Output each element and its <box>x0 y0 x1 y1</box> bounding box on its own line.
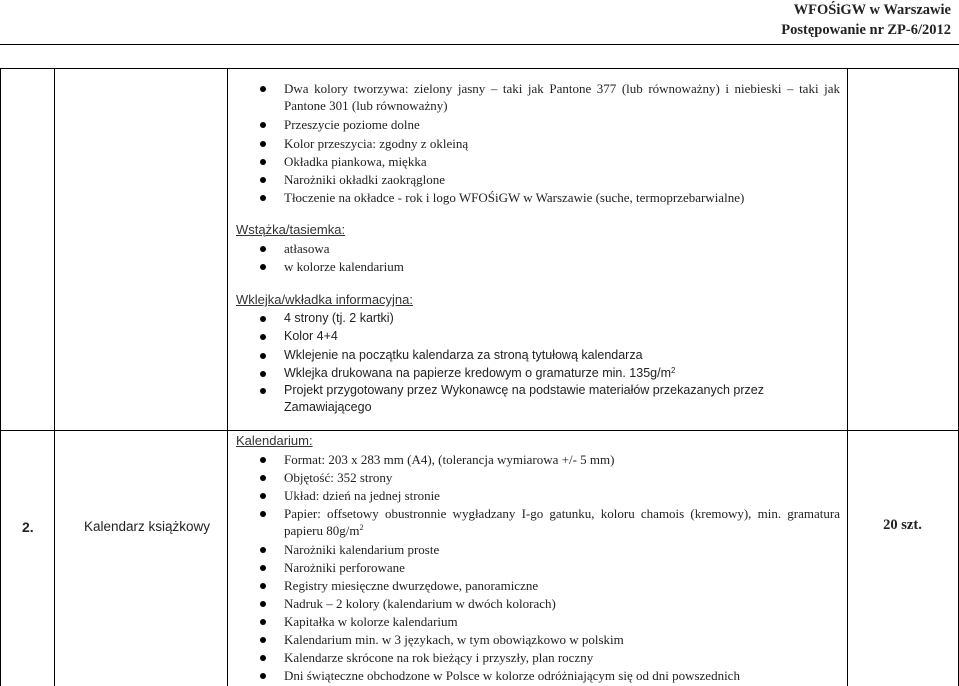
bullet-icon <box>260 673 266 679</box>
header-rule <box>0 44 959 45</box>
list-item-text: 4 strony (tj. 2 kartki) <box>284 311 394 325</box>
calendarium-title: Kalendarium: <box>236 433 313 448</box>
list-item-text: Nadruk – 2 kolory (kalendarium w dwóch kolorach) <box>284 596 556 611</box>
bullet-icon <box>260 655 266 661</box>
bullet-icon <box>260 457 266 463</box>
list-item-text: Przeszycie poziome dolne <box>284 117 420 132</box>
list-item-text: Kapitałka w kolorze kalendarium <box>284 614 458 629</box>
bullet-icon <box>260 511 266 517</box>
bullet-icon <box>260 159 266 165</box>
bullet-icon <box>260 246 266 252</box>
table-left-border <box>0 68 1 686</box>
list-item-text: w kolorze kalendarium <box>284 259 404 274</box>
insert-title: Wklejka/wkładka informacyjna: <box>236 292 414 307</box>
list-item-text: Kolor przeszycia: zgodny z okleiną <box>284 136 469 151</box>
list-item-text: Układ: dzień na jednej stronie <box>284 488 440 503</box>
list-item-text: atłasowa <box>284 241 330 256</box>
bullet-icon <box>260 619 266 625</box>
bullet-icon <box>260 195 266 201</box>
bullet-icon <box>260 371 266 377</box>
bullet-icon <box>260 122 266 128</box>
list-item-text: Dni świąteczne obchodzone w Polsce w kolorze odróżniającym się od dni powszednich <box>284 668 740 683</box>
list-item-text: Objętość: 352 strony <box>284 470 393 485</box>
row-number: 2. <box>22 519 34 535</box>
header-line-1: WFOŚiGW w Warszawie <box>793 2 951 18</box>
bullet-icon <box>260 353 266 359</box>
ribbon-title: Wstążka/tasiemka: <box>236 222 346 237</box>
bullet-icon <box>260 264 266 270</box>
list-item-text: Projekt przygotowany przez Wykonawcę na podstawie materiałów przekazanych przez Zamawiającego <box>284 383 764 414</box>
col-divider-3 <box>847 68 848 686</box>
list-item-text: Papier: offsetowy obustronnie wygładzany I-go gatunku, koloru chamois (kremowy), min. gramatura papieru $80g/m^2$ <box>284 506 840 538</box>
list-item-text: Format: 203 x 283 mm (A4), (tolerancja wymiarowa +/- 5 mm) <box>284 452 615 467</box>
bullet-icon <box>260 601 266 607</box>
superscript: 2 <box>670 366 676 375</box>
bullet-icon <box>260 583 266 589</box>
bullet-icon <box>260 475 266 481</box>
row-divider <box>0 430 959 431</box>
bullet-icon <box>260 141 266 147</box>
list-item-text: Kolor 4+4 <box>284 329 338 343</box>
bullet-icon <box>260 316 266 322</box>
item-name: Kalendarz książkowy <box>83 519 211 534</box>
bullet-icon <box>260 493 266 499</box>
bullet-icon <box>260 565 266 571</box>
col-divider-2 <box>227 68 228 686</box>
superscript: 2 <box>359 523 364 532</box>
table-top-border <box>0 68 959 69</box>
bullet-icon <box>260 637 266 643</box>
list-item-text: Narożniki okładki zaokrąglone <box>284 172 445 187</box>
bullet-icon <box>260 86 266 92</box>
item-quantity: 20 szt. <box>883 517 922 533</box>
bullet-icon <box>260 334 266 340</box>
list-item-text: Kalendarium min. w 3 językach, w tym obowiązkowo w polskim <box>284 632 624 647</box>
list-item-text: Wklejenie na początku kalendarza za stroną tytułową kalendarza <box>284 348 643 362</box>
list-item-text: Kalendarze skrócone na rok bieżący i przyszły, plan roczny <box>284 650 594 665</box>
col-divider-1 <box>54 68 55 686</box>
list-item-text: Narożniki perforowane <box>284 560 405 575</box>
bullet-icon <box>260 547 266 553</box>
list-item-text: Narożniki kalendarium proste <box>284 542 440 557</box>
bullet-icon <box>260 388 266 394</box>
list-item-text: Okładka piankowa, miękka <box>284 154 427 169</box>
bullet-icon <box>260 177 266 183</box>
list-item-text: Wklejka drukowana na papierze kredowym o gramaturze min. $135g/m^2$ <box>284 366 676 380</box>
header-line-2: Postępowanie nr ZP-6/2012 <box>781 22 951 38</box>
document-header <box>781 0 951 40</box>
list-item-text: Tłoczenie na okładce - rok i logo WFOŚiGW w Warszawie (suche, termoprzebarwialne) <box>284 190 745 205</box>
list-item-text: Dwa kolory tworzywa: zielony jasny – taki jak Pantone 377 (lub równoważny) i niebieski – taki jak Pantone 301 (lub równoważny) <box>284 81 840 113</box>
list-item-text: Registry miesięczne dwurzędowe, panoramiczne <box>284 578 539 593</box>
